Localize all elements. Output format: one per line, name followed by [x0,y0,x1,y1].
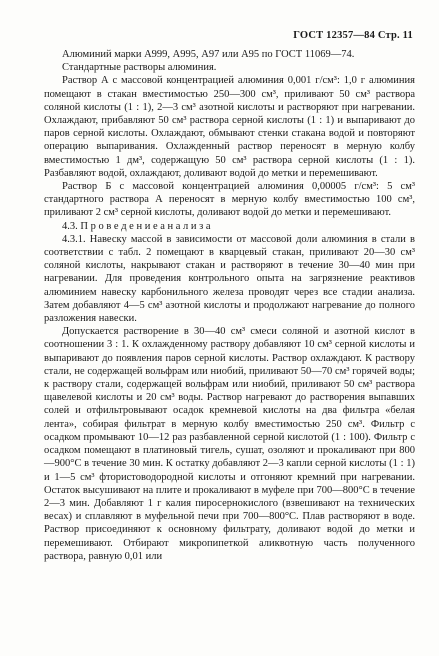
page-number: Стр. 11 [377,30,413,41]
paragraph-dissolution: Допускается растворение в 30—40 см³ смеси соляной и азотной кислот в соотношении 3 : 1. К охлажденному раствору добавляют 10 см³ серной кислоты и выпаривают до появления паров серной кислоты. Раствор охлаждают. К раствору стали, не содержащей вольфрам или ниобий, приливают 50—70 см³ горячей воды; к раствору стали, содержащей вольфрам или ниобий, приливают 50 см³ раствора щавелевой кислоты и 20 см³ воды. Раствор нагревают до растворения выпавших солей и отфильтровывают осадок кремневой кислоты на два фильтра «белая лента», собирая фильтрат в мерную колбу вместимостью 250 см³. Фильтр с осадком промывают 10—12 раз разбавленной серной кислотой (1 : 100). Фильтр с осадком помещают в платиновый тигель, сушат, озоляют и прокаливают при 800—900°С в течение 30 мин. К остатку добавляют 2—3 капли серной кислоты (1 : 1) и 1—5 см³ фтористоводородной кислоты и отгоняют кремний при нагревании. Остаток высушивают на плите и прокаливают в муфеле при 700—800°С в течение 2—3 мин. Добавляют 1 г калия пиросернокислого (взвешивают на технических весах) и сплавляют в муфельной печи при 700—800°С. Плав растворяют в воде. Раствор присоединяют к основному фильтрату, доливают водой до метки и перемешивают. Отбирают микропипеткой аликвотную часть полученного раствора, равную 0,01 или [44,326,415,562]
paragraph-solution-b: Раствор Б с массовой концентрацией алюминия 0,00005 г/см³: 5 см³ стандартного раствора А переносят в мерную колбу вместимостью 100 см³, приливают 2 см³ серной кислоты, доливают водой до метки и перемешивают. [44,181,415,219]
body-text [44,48,415,563]
paragraph-aluminium-grade: Алюминий марки А999, А995, А97 или А95 по ГОСТ 11069—74. [62,49,355,60]
standard-number: ГОСТ 12357—84 [293,30,376,41]
paragraph-solution-a: Раствор А с массовой концентрацией алюминия 0,001 г/см³: 1,0 г алюминия помещают в стакан вместимостью 250—300 см³, приливают 50 см³ раствора соляной кислоты (1 : 1), 2—3 см³ азотной кислоты и растворяют при нагревании. Охлаждают, прибавляют 50 см³ раствора серной кислоты (1 : 1) и выпаривают до паров серной кислоты. Охлаждают, обмывают стенки стакана водой и повторяют операцию выпаривания. Охлажденный раствор переносят в мерную колбу вместимостью 1 дм³, содержащую 50 см³ раствора серной кислоты (1 : 1). Разбавляют водой, охлаждают, доливают водой до метки и перемешивают. [44,75,415,179]
paragraph-4-3-1: 4.3.1. Навеску массой в зависимости от массовой доли алюминия в стали в соответствии с табл. 2 помещают в кварцевый стакан, приливают 20—30 см³ соляной кислоты, накрывают стакан и растворяют в течение 30—40 мин при нагревании. Для проведения контрольного опыта на загрязнение реактивов алюминием навеску карбонильного железа проводят через все стадии анализа. Затем добавляют 4—5 см³ азотной кислоты и продолжают нагревание до полного разложения навески. [44,233,415,325]
page-header [293,30,413,41]
section-heading: 4.3. П р о в е д е н и е а н а л и з а [62,220,211,232]
paragraph-standard-solutions: Стандартные растворы алюминия. [62,62,217,74]
